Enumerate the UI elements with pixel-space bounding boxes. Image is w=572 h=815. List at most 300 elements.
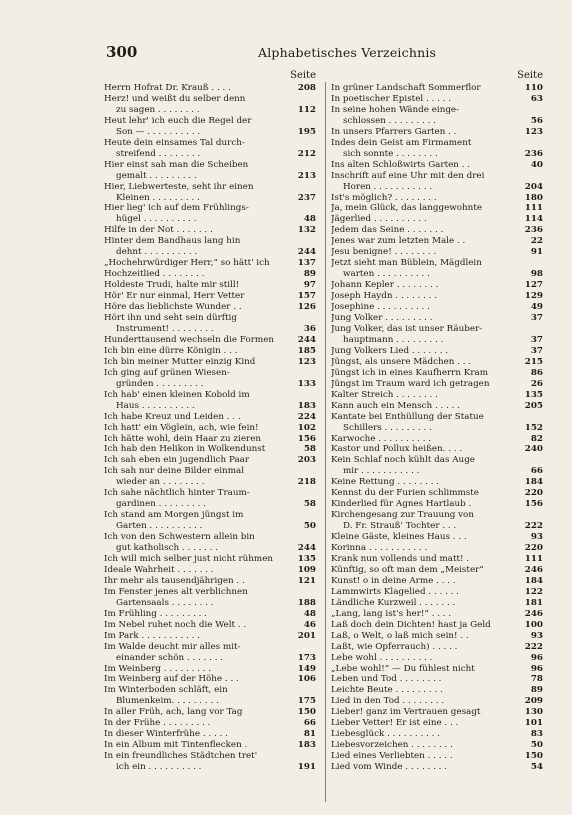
page-number: 300 [106, 43, 138, 61]
index-entry [331, 477, 543, 488]
index-entry [331, 740, 543, 751]
entry-page-number: 246 [524, 564, 543, 575]
index-entry [104, 225, 316, 236]
index-entry [331, 412, 543, 434]
entry-page-number: 133 [297, 378, 316, 389]
entry-page-number: 244 [297, 247, 316, 258]
entry-title-line: Künftig, so oft man dem „Meister“ [331, 564, 484, 575]
entry-title-line: Gartensaals . . . . . . . . [116, 597, 214, 608]
entry-title-line: Im Fenster jenes alt verblichnen [104, 586, 248, 597]
index-entry [331, 203, 543, 214]
index-entry [331, 576, 543, 587]
entry-title-line: schlossen . . . . . . . . . [343, 115, 436, 126]
entry-title-line: wieder an . . . . . . . . [116, 477, 205, 488]
entry-page-number: 96 [530, 663, 543, 674]
entry-title-line: dehnt . . . . . . . . . . [116, 247, 198, 258]
index-entry [104, 576, 316, 587]
entry-page-number: 48 [303, 608, 316, 619]
entry-title-line: Lammwirts Klagelied . . . . . . [331, 586, 459, 597]
index-entry [104, 707, 316, 718]
index-entry [331, 729, 543, 740]
entry-page-number: 111 [524, 203, 543, 214]
entry-title-line: Jung Volkers Lied . . . . . . . [331, 345, 449, 356]
entry-page-number: 114 [524, 214, 543, 225]
entry-title-line: Hilfe in der Not . . . . . . . [104, 225, 213, 236]
entry-title-line: einander schön . . . . . . . [116, 652, 224, 663]
entry-page-number: 181 [524, 597, 543, 608]
entry-title-line: Kleinen . . . . . . . . . [116, 192, 200, 203]
index-entry [331, 368, 543, 379]
entry-page-number: 209 [524, 696, 543, 707]
entry-page-number: 135 [297, 553, 316, 564]
column-header [104, 70, 316, 82]
index-entry [104, 631, 316, 642]
entry-page-number: 56 [530, 115, 543, 126]
index-entry [104, 532, 316, 554]
index-entry [331, 620, 543, 631]
entry-title-line: Ich hätte wohl, dein Haar zu zieren [104, 433, 262, 444]
entry-title-line: Laß doch dein Dichten! hast ja Geld [331, 619, 491, 630]
entry-title-line: Kein Schlaf noch kühlt das Auge [331, 455, 475, 466]
index-entry [331, 718, 543, 729]
entry-page-number: 46 [303, 619, 316, 630]
entry-title-line: gründen . . . . . . . . . [116, 378, 204, 389]
entry-page-number: 50 [303, 521, 316, 532]
entry-title-line: Hier, Liebwerteste, seht ihr einen [104, 181, 254, 192]
entry-title-line: Haus . . . . . . . . . . [116, 400, 195, 411]
index-entry [104, 236, 316, 258]
entry-title-line: Ich hatt' ein Vöglein, ach, wie fein! [104, 422, 259, 433]
entry-page-number: 82 [530, 433, 543, 444]
entry-title-line: In ein Album mit Tintenflecken . [104, 740, 248, 751]
entry-title-line: Jüngst, als unsere Mädchen . . . [331, 356, 472, 367]
entry-title-line: In seine hohen Wände einge- [331, 104, 460, 115]
index-entry [104, 751, 316, 773]
entry-title-line: Holdeste Trudi, halte mir still! [104, 280, 240, 291]
entry-title-line: ich ein . . . . . . . . . . [116, 762, 202, 773]
entry-title-line: Jenes war zum letzten Male . . [331, 236, 466, 247]
index-entry [331, 543, 543, 554]
index-entry [331, 696, 543, 707]
entry-page-number: 175 [297, 696, 316, 707]
index-entry [331, 225, 543, 236]
entry-page-number: 22 [530, 236, 543, 247]
entry-title-line: gemalt . . . . . . . . . [116, 170, 197, 181]
entry-title-line: Ich stand am Morgen jüngst im [104, 510, 244, 521]
entry-title-line: Leichte Beute . . . . . . . . . [331, 685, 443, 696]
entry-title-line: Krank nun vollends und matt! . [331, 553, 470, 564]
entry-page-number: 244 [297, 543, 316, 554]
entry-page-number: 123 [524, 126, 543, 137]
entry-title-line: Liebesvorzeichen . . . . . . . . [331, 740, 453, 751]
entry-title-line: Ihr mehr als tausendjährigen . . [104, 575, 245, 586]
entry-title-line: Ich bin meiner Mutter einzig Kind [104, 356, 256, 367]
entry-page-number: 218 [297, 477, 316, 488]
column-divider [325, 82, 326, 802]
seite-label: Seite [517, 70, 543, 81]
entry-title-line: Im Weinberg auf der Höhe . . . [104, 674, 239, 685]
index-entry [104, 390, 316, 412]
index-entry [104, 368, 316, 390]
entry-page-number: 110 [524, 83, 543, 93]
entry-title-line: Son — . . . . . . . . . . [116, 126, 201, 137]
entry-page-number: 152 [524, 422, 543, 433]
entry-page-number: 111 [524, 553, 543, 564]
index-entry [331, 609, 543, 620]
index-entry [104, 664, 316, 675]
entry-title-line: In aller Früh, ach, lang vor Tag [104, 707, 243, 718]
entry-page-number: 129 [524, 291, 543, 302]
index-entry [104, 718, 316, 729]
index-entry [104, 423, 316, 434]
entry-page-number: 102 [297, 422, 316, 433]
index-entry [104, 444, 316, 455]
index-entry [331, 642, 543, 653]
entry-title-line: hügel . . . . . . . . . . [116, 214, 197, 225]
index-entry [104, 466, 316, 488]
column-header [331, 70, 543, 82]
entry-title-line: Heute dein einsames Tal durch- [104, 137, 245, 148]
entry-title-line: sich sonnte . . . . . . . . [343, 148, 438, 159]
entry-title-line: Im Nebel ruhet noch die Welt . . [104, 619, 247, 630]
entry-title-line: Kalter Streich . . . . . . . . [331, 389, 438, 400]
entry-page-number: 222 [524, 521, 543, 532]
entry-title-line: Horen . . . . . . . . . . . [343, 181, 433, 192]
entry-title-line: Hör' Er nur einmal, Herr Vetter [104, 291, 245, 302]
entry-page-number: 156 [297, 433, 316, 444]
entry-page-number: 127 [524, 280, 543, 291]
index-entry [104, 302, 316, 313]
entry-page-number: 183 [297, 400, 316, 411]
entry-page-number: 137 [297, 258, 316, 269]
entry-page-number: 100 [524, 619, 543, 630]
entry-list [104, 83, 316, 773]
entry-title-line: Im Park . . . . . . . . . . . [104, 630, 200, 641]
entry-page-number: 78 [530, 674, 543, 685]
index-entry [331, 105, 543, 127]
entry-page-number: 98 [530, 269, 543, 280]
entry-page-number: 222 [524, 641, 543, 652]
entry-title-line: Kunst! o in deine Arme . . . . [331, 575, 456, 586]
entry-page-number: 150 [524, 751, 543, 762]
entry-title-line: Ich hab den Helikon in Wolkendunst [104, 444, 266, 455]
entry-page-number: 50 [530, 740, 543, 751]
entry-title-line: Hinter dem Bandhaus lang hin [104, 236, 241, 247]
index-entry [331, 193, 543, 204]
index-entry [104, 357, 316, 368]
index-entry [331, 346, 543, 357]
entry-page-number: 83 [530, 729, 543, 740]
entry-page-number: 37 [530, 334, 543, 345]
entry-page-number: 93 [530, 630, 543, 641]
entry-page-number: 215 [524, 356, 543, 367]
entry-page-number: 201 [297, 630, 316, 641]
entry-title-line: Johann Kepler . . . . . . . . [331, 280, 439, 291]
running-header [0, 43, 572, 63]
entry-title-line: Im Walde deucht mir alles mit- [104, 641, 241, 652]
entry-page-number: 112 [297, 104, 316, 115]
entry-page-number: 109 [297, 564, 316, 575]
entry-title-line: Lieber! ganz im Vertrauen gesagt [331, 707, 481, 718]
entry-title-line: Kann auch ein Mensch . . . . . [331, 400, 460, 411]
entry-page-number: 48 [303, 214, 316, 225]
entry-title-line: Jägerlied . . . . . . . . . . [331, 214, 427, 225]
entry-title-line: Ländliche Kurzweil . . . . . . . [331, 597, 456, 608]
entry-page-number: 150 [297, 707, 316, 718]
index-entry [331, 214, 543, 225]
entry-page-number: 157 [297, 291, 316, 302]
entry-title-line: Herrn Hofrat Dr. Krauß . . . . [104, 83, 231, 93]
entry-page-number: 130 [524, 707, 543, 718]
entry-title-line: Hier lieg' ich auf dem Frühlings- [104, 203, 249, 214]
entry-page-number: 126 [297, 302, 316, 313]
index-entry [331, 94, 543, 105]
entry-page-number: 86 [530, 367, 543, 378]
entry-title-line: Ich will mich selber just nicht rühmen [104, 553, 274, 564]
entry-title-line: D. Fr. Strauß' Tochter . . . [343, 521, 457, 532]
index-entry [331, 587, 543, 598]
entry-title-line: In grüner Landschaft Sommerflor [331, 83, 481, 93]
entry-title-line: Im Winterboden schläft, ein [104, 685, 228, 696]
entry-title-line: Ich sah nur deine Bilder einmal [104, 466, 244, 477]
entry-page-number: 195 [297, 126, 316, 137]
entry-title-line: Garten . . . . . . . . . . [116, 521, 203, 532]
entry-page-number: 66 [530, 466, 543, 477]
entry-title-line: Karwoche . . . . . . . . . . [331, 433, 432, 444]
index-entry [104, 434, 316, 445]
entry-page-number: 156 [524, 499, 543, 510]
entry-title-line: Instrument! . . . . . . . . [116, 323, 214, 334]
entry-title-line: Kirchengesang zur Trauung von [331, 510, 474, 521]
entry-title-line: Ich bin eine dürre Königin . . . [104, 345, 238, 356]
entry-title-line: Im Weinberg . . . . . . . . . [104, 663, 212, 674]
entry-title-line: Ich von den Schwestern allein bin [104, 532, 255, 543]
entry-title-line: Indes dein Geist am Firmament [331, 137, 472, 148]
index-entry [104, 642, 316, 664]
entry-title-line: Laßt, wie Opferrauch) . . . . . [331, 641, 458, 652]
entry-page-number: 96 [530, 652, 543, 663]
entry-list [331, 83, 543, 773]
entry-title-line: In unsers Pfarrers Garten . . [331, 126, 457, 137]
entry-page-number: 184 [524, 477, 543, 488]
index-entry [104, 346, 316, 357]
index-entry [104, 488, 316, 510]
entry-page-number: 240 [524, 444, 543, 455]
entry-title-line: Ideale Wahrheit . . . . . . . [104, 564, 214, 575]
entry-title-line: „Lang, lang ist's her!“ . . . . [331, 608, 452, 619]
entry-title-line: Hochzeitlied . . . . . . . . [104, 269, 205, 280]
entry-page-number: 244 [297, 334, 316, 345]
index-entry [331, 488, 543, 499]
entry-title-line: Ist's möglich? . . . . . . . . [331, 192, 437, 203]
index-entry [331, 379, 543, 390]
entry-page-number: 204 [524, 181, 543, 192]
index-entry [331, 160, 543, 171]
index-entry [104, 138, 316, 160]
entry-title-line: Jüngst im Traum ward ich getragen [331, 378, 490, 389]
entry-title-line: Hunderttausend wechseln die Formen [104, 334, 275, 345]
entry-page-number: 180 [524, 192, 543, 203]
entry-page-number: 212 [297, 148, 316, 159]
index-entry [104, 674, 316, 685]
entry-page-number: 58 [303, 444, 316, 455]
entry-title-line: Jesu benigne! . . . . . . . . [331, 247, 437, 258]
index-entry [331, 434, 543, 445]
entry-title-line: Lied vom Winde . . . . . . . . [331, 762, 448, 773]
entry-title-line: In poetischer Epistel . . . . . [331, 93, 451, 104]
index-entry [104, 554, 316, 565]
entry-title-line: streifend . . . . . . . . [116, 148, 201, 159]
entry-title-line: Inschrift auf eine Uhr mit den drei [331, 170, 485, 181]
entry-page-number: 213 [297, 170, 316, 181]
index-column-right [331, 70, 543, 773]
index-entry [104, 269, 316, 280]
index-entry [331, 302, 543, 313]
index-entry [331, 707, 543, 718]
entry-page-number: 122 [524, 586, 543, 597]
entry-title-line: Ja, mein Glück, das langgewohnte [331, 203, 483, 214]
entry-title-line: Leben und Tod . . . . . . . . [331, 674, 442, 685]
index-entry [104, 313, 316, 335]
entry-title-line: „Lebe wohl!“ — Du fühlest nicht [331, 663, 475, 674]
entry-page-number: 54 [530, 762, 543, 773]
entry-page-number: 135 [524, 389, 543, 400]
index-entry [331, 171, 543, 193]
entry-page-number: 191 [297, 762, 316, 773]
index-entry [331, 280, 543, 291]
entry-title-line: Blumenkeim. . . . . . . . . [116, 696, 219, 707]
index-entry [331, 565, 543, 576]
entry-page-number: 36 [303, 323, 316, 334]
entry-title-line: Im Frühling . . . . . . . . . [104, 608, 207, 619]
entry-page-number: 184 [524, 575, 543, 586]
entry-page-number: 37 [530, 345, 543, 356]
index-entry [331, 751, 543, 762]
entry-title-line: Kleine Gäste, kleines Haus . . . [331, 532, 467, 543]
index-entry [104, 160, 316, 182]
index-entry [331, 138, 543, 160]
index-entry [104, 83, 316, 94]
entry-page-number: 173 [297, 652, 316, 663]
entry-title-line: Jüngst ich in eines Kaufherrn Kram [331, 367, 489, 378]
entry-page-number: 37 [530, 313, 543, 324]
entry-page-number: 40 [530, 159, 543, 170]
index-entry [331, 674, 543, 685]
entry-title-line: „Hochehrwürdiger Herr,“ so hätt' ich [104, 258, 270, 269]
index-entry [104, 685, 316, 707]
entry-page-number: 89 [530, 685, 543, 696]
entry-page-number: 66 [303, 718, 316, 729]
entry-title-line: Josephine . . . . . . . . . . [331, 302, 430, 313]
entry-page-number: 93 [530, 532, 543, 543]
entry-title-line: hauptmann . . . . . . . . . [343, 334, 444, 345]
entry-title-line: Joseph Haydn . . . . . . . . [331, 291, 437, 302]
index-entry [331, 127, 543, 138]
entry-title-line: Hier einst sah man die Scheiben [104, 159, 249, 170]
index-entry [104, 280, 316, 291]
entry-page-number: 246 [524, 608, 543, 619]
index-entry [104, 203, 316, 225]
seite-label: Seite [290, 70, 316, 81]
index-entry [331, 291, 543, 302]
entry-title-line: In dieser Winterfrühe . . . . . [104, 729, 228, 740]
entry-page-number: 63 [530, 93, 543, 104]
entry-page-number: 208 [297, 83, 316, 93]
entry-page-number: 123 [297, 356, 316, 367]
index-entry [104, 455, 316, 466]
entry-title-line: Ich hab' einen kleinen Kobold im [104, 389, 250, 400]
entry-title-line: Lied in den Tod . . . . . . . . [331, 696, 445, 707]
index-entry [331, 455, 543, 477]
entry-title-line: mir . . . . . . . . . . . [343, 466, 420, 477]
index-entry [331, 401, 543, 412]
entry-title-line: Ins alten Schloßwirts Garten . . [331, 159, 471, 170]
entry-title-line: In der Frühe . . . . . . . . . [104, 718, 211, 729]
entry-page-number: 224 [297, 411, 316, 422]
entry-page-number: 236 [524, 148, 543, 159]
entry-title-line: gardinen . . . . . . . . . [116, 499, 206, 510]
entry-title-line: Jung Volker, das ist unser Räuber- [331, 323, 483, 334]
entry-title-line: warten . . . . . . . . . . [343, 269, 430, 280]
entry-title-line: Lieber Vetter! Er ist eine . . . [331, 718, 459, 729]
index-entry [104, 510, 316, 532]
entry-page-number: 49 [530, 302, 543, 313]
entry-page-number: 91 [530, 247, 543, 258]
index-entry [331, 83, 543, 94]
entry-page-number: 220 [524, 488, 543, 499]
index-entry [104, 740, 316, 751]
entry-title-line: Jung Volker . . . . . . . . . [331, 313, 433, 324]
entry-page-number: 26 [530, 378, 543, 389]
entry-title-line: Liebesglück . . . . . . . . . . [331, 729, 440, 740]
index-entry [331, 390, 543, 401]
index-entry [331, 653, 543, 664]
entry-title-line: Kantate bei Enthüllung der Statue [331, 411, 484, 422]
entry-title-line: Kinderlied für Agnes Hartlaub . [331, 499, 472, 510]
entry-title-line: gut katholisch . . . . . . . [116, 543, 219, 554]
entry-page-number: 203 [297, 455, 316, 466]
entry-title-line: Hört ihn und seht sein dürftig [104, 313, 237, 324]
index-entry [104, 94, 316, 116]
index-entry [104, 587, 316, 609]
entry-title-line: Ich sah eben ein jugendlich Paar [104, 455, 250, 466]
entry-page-number: 121 [297, 575, 316, 586]
entry-title-line: Lebe wohl . . . . . . . . . . [331, 652, 433, 663]
index-entry [331, 598, 543, 609]
entry-title-line: Jedem das Seine . . . . . . . [331, 225, 444, 236]
index-entry [331, 357, 543, 368]
index-entry [331, 444, 543, 455]
entry-page-number: 58 [303, 499, 316, 510]
entry-page-number: 185 [297, 345, 316, 356]
page-title: Alphabetisches Verzeichnis [258, 45, 437, 60]
entry-page-number: 106 [297, 674, 316, 685]
index-entry [331, 258, 543, 280]
entry-page-number: 132 [297, 225, 316, 236]
index-entry [331, 236, 543, 247]
entry-page-number: 183 [297, 740, 316, 751]
index-entry [331, 510, 543, 532]
index-entry [331, 313, 543, 324]
entry-title-line: Kennst du der Furien schlimmste [331, 488, 479, 499]
index-entry [104, 291, 316, 302]
entry-title-line: Ich habe Kreuz und Leiden . . . [104, 411, 241, 422]
index-entry [104, 620, 316, 631]
index-entry [331, 247, 543, 258]
entry-title-line: In ein freundliches Städtchen tret' [104, 751, 258, 762]
index-entry [331, 324, 543, 346]
entry-page-number: 149 [297, 663, 316, 674]
